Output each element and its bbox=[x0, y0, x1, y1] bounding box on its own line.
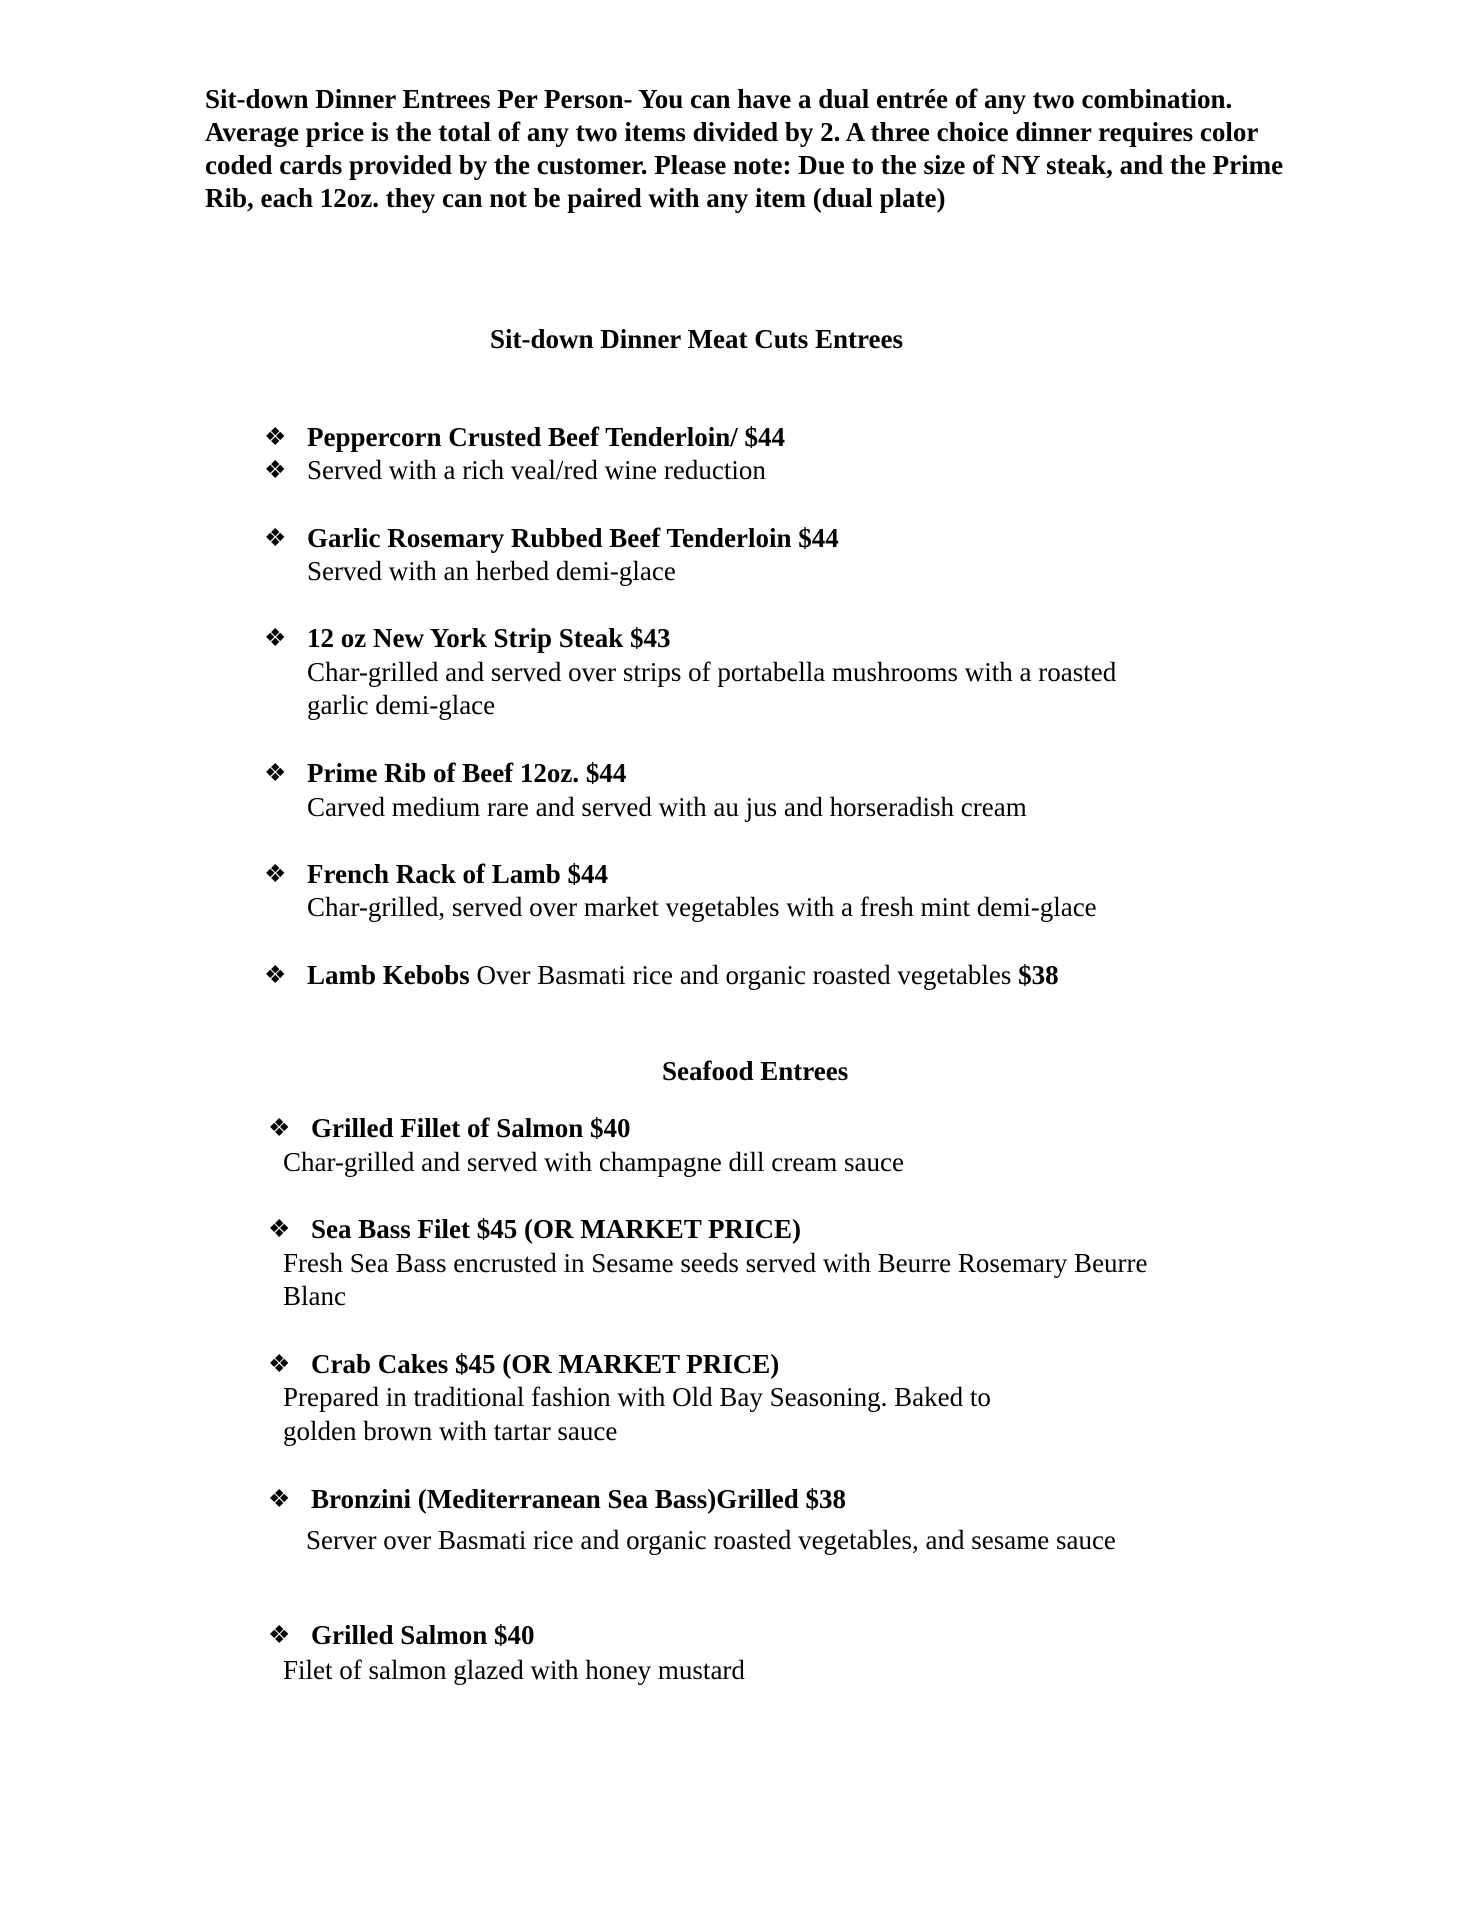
seafood-item-desc: Filet of salmon glazed with honey mustard bbox=[283, 1655, 745, 1685]
bullet-icon: ❖ bbox=[268, 1351, 291, 1378]
seafood-item-desc: Fresh Sea Bass encrusted in Sesame seeds served with Beurre Rosemary Beurre bbox=[283, 1248, 1148, 1278]
bullet-icon: ❖ bbox=[268, 1115, 291, 1142]
bullet-icon: ❖ bbox=[264, 861, 287, 888]
meat-item-desc: garlic demi-glace bbox=[307, 690, 496, 720]
meat-item-desc: Over Basmati rice and organic roasted vegetables bbox=[469, 960, 1019, 990]
seafood-item-name: Sea Bass Filet $45 (OR MARKET PRICE) bbox=[311, 1214, 801, 1244]
intro-paragraph: Sit-down Dinner Entrees Per Person- You can have a dual entrée of any two combination. Average price is the total of any two items divided by 2. A three choice dinner requires color coded cards provided by the customer. Please note: Due to the size of NY steak, and the Prime Rib, each 12oz. they can not be paired with any item (dual plate) bbox=[205, 84, 1284, 213]
meat-item-desc: Char-grilled, served over market vegetables with a fresh mint demi-glace bbox=[307, 892, 1097, 922]
seafood-item-name: Grilled Salmon $40 bbox=[311, 1620, 535, 1650]
seafood-item-desc: Blanc bbox=[283, 1281, 346, 1311]
meat-item-desc: Carved medium rare and served with au jus and horseradish cream bbox=[307, 792, 1027, 822]
seafood-item-desc: golden brown with tartar sauce bbox=[283, 1416, 618, 1446]
meat-item-name: French Rack of Lamb $44 bbox=[307, 859, 608, 889]
meat-item-name: 12 oz New York Strip Steak $43 bbox=[307, 623, 671, 653]
bullet-icon: ❖ bbox=[264, 760, 287, 787]
meat-item-inline bbox=[307, 959, 1059, 992]
seafood-item-desc: Char-grilled and served with champagne dill cream sauce bbox=[283, 1147, 904, 1177]
seafood-item-name: Grilled Fillet of Salmon $40 bbox=[311, 1113, 631, 1143]
meat-item-name: Peppercorn Crusted Beef Tenderloin/ $44 bbox=[307, 422, 785, 452]
bullet-icon: ❖ bbox=[264, 962, 287, 989]
meat-item-desc: Served with a rich veal/red wine reduction bbox=[307, 455, 766, 485]
meat-item-name: Lamb Kebobs bbox=[307, 960, 470, 990]
bullet-icon: ❖ bbox=[268, 1486, 291, 1513]
bullet-icon: ❖ bbox=[264, 525, 287, 552]
meat-section-title: Sit-down Dinner Meat Cuts Entrees bbox=[490, 324, 904, 354]
seafood-section-title: Seafood Entrees bbox=[662, 1056, 849, 1086]
bullet-icon: ❖ bbox=[264, 625, 287, 652]
meat-item-price: $38 bbox=[1018, 960, 1059, 990]
seafood-item-desc: Server over Basmati rice and organic roasted vegetables, and sesame sauce bbox=[306, 1525, 1116, 1555]
bullet-icon: ❖ bbox=[268, 1216, 291, 1243]
bullet-icon: ❖ bbox=[264, 457, 287, 484]
bullet-icon: ❖ bbox=[264, 424, 287, 451]
seafood-item-desc: Prepared in traditional fashion with Old Bay Seasoning. Baked to bbox=[283, 1382, 991, 1412]
meat-item-desc: Served with an herbed demi-glace bbox=[307, 556, 676, 586]
meat-item-desc: Char-grilled and served over strips of portabella mushrooms with a roasted bbox=[307, 657, 1117, 687]
bullet-icon: ❖ bbox=[268, 1622, 291, 1649]
meat-item-name: Garlic Rosemary Rubbed Beef Tenderloin $44 bbox=[307, 523, 839, 553]
meat-item-name: Prime Rib of Beef 12oz. $44 bbox=[307, 758, 627, 788]
seafood-item-name: Crab Cakes $45 (OR MARKET PRICE) bbox=[311, 1349, 780, 1379]
seafood-item-name: Bronzini (Mediterranean Sea Bass)Grilled $38 bbox=[311, 1484, 846, 1514]
